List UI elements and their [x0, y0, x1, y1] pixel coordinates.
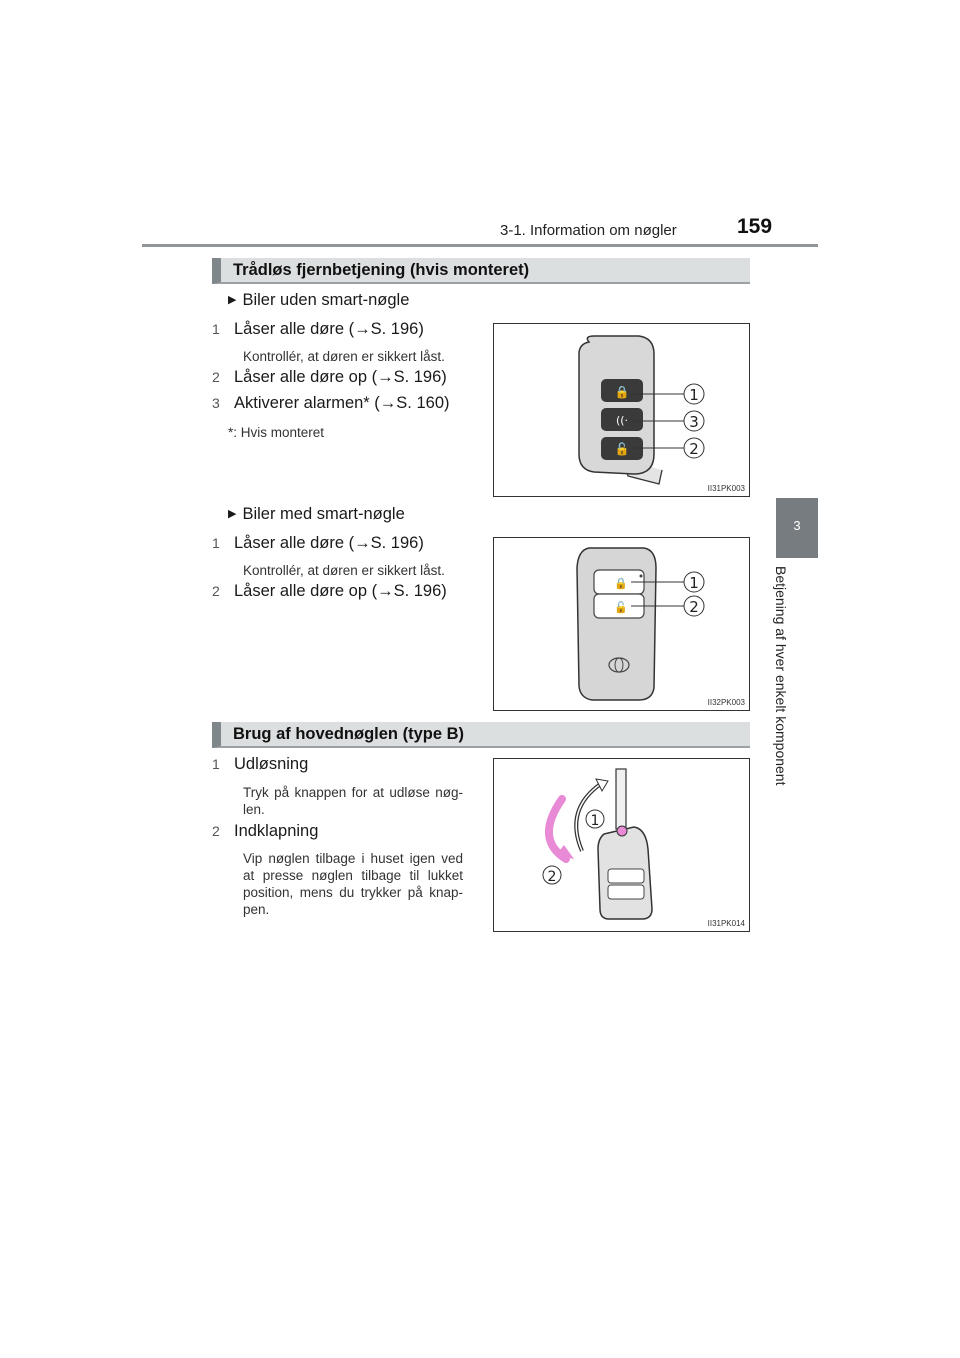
chapter-tab-number: 3: [793, 518, 801, 533]
svg-text:2: 2: [689, 440, 699, 458]
subtitle-with-smart-key: ▶ Biler med smart-nøgle: [228, 505, 405, 523]
svg-text:1: 1: [590, 813, 600, 829]
figure-remote-without-smart-key: [493, 323, 750, 497]
svg-text:3: 3: [689, 413, 699, 431]
image-code: II31PK003: [707, 484, 745, 493]
footnote: *: Hvis monteret: [228, 425, 325, 440]
remote-key-illustration: [494, 324, 749, 496]
figure-master-key-fold: [493, 758, 750, 932]
figure-smart-key: [493, 537, 750, 711]
svg-text:🔒: 🔒: [614, 577, 628, 590]
list-item: 1 Udløsning: [212, 755, 309, 773]
master-key-illustration: [494, 759, 749, 931]
svg-text:1: 1: [689, 386, 699, 404]
section-bar-remote: [212, 258, 750, 284]
note-text: Tryk på knappen for at udløse nøg-len.: [243, 785, 463, 817]
section-title: Trådløs fjernbetjening (hvis monteret): [233, 261, 530, 279]
note-text: Kontrollér, at døren er sikkert låst.: [243, 563, 445, 578]
chapter-label: Betjening af hver enkelt komponent: [773, 566, 789, 786]
image-code: II32PK003: [707, 698, 745, 707]
chapter-label-wrap: [773, 566, 818, 806]
list-item: 3 Aktiverer alarmen* (→S. 160): [212, 394, 450, 412]
note-text: Vip nøglen tilbage i huset igen ved at presse nøglen tilbage til lukket position, mens du trykker på knap-pen.: [243, 851, 463, 917]
svg-text:((·: ((·: [615, 414, 629, 427]
svg-text:1: 1: [689, 574, 699, 592]
list-item: 2 Låser alle døre op (→S. 196): [212, 582, 447, 600]
section-bar-master-key: [212, 722, 750, 748]
triangle-bullet-icon: ▶: [228, 294, 237, 306]
smart-key-illustration: [494, 538, 749, 710]
image-code: II31PK014: [707, 919, 745, 928]
chapter-tab: [776, 498, 818, 558]
svg-text:🔓: 🔓: [614, 442, 630, 456]
svg-text:🔓: 🔓: [614, 601, 628, 614]
section-title: Brug af hovednøglen (type B): [233, 725, 464, 743]
list-item: 1 Låser alle døre (→S. 196): [212, 534, 424, 552]
running-header-section: 3-1. Information om nøgler: [500, 222, 677, 239]
svg-text:2: 2: [689, 598, 699, 616]
header-rule: [142, 244, 818, 247]
list-item: 2 Indklapning: [212, 822, 319, 840]
svg-text:2: 2: [547, 869, 557, 885]
list-item: 1 Låser alle døre (→S. 196): [212, 320, 424, 338]
note-text: Kontrollér, at døren er sikkert låst.: [243, 349, 445, 364]
page-number: 159: [737, 215, 773, 238]
subtitle-without-smart-key: ▶ Biler uden smart-nøgle: [228, 291, 410, 309]
svg-text:🔒: 🔒: [614, 385, 630, 399]
list-item: 2 Låser alle døre op (→S. 196): [212, 368, 447, 386]
triangle-bullet-icon: ▶: [228, 508, 237, 520]
